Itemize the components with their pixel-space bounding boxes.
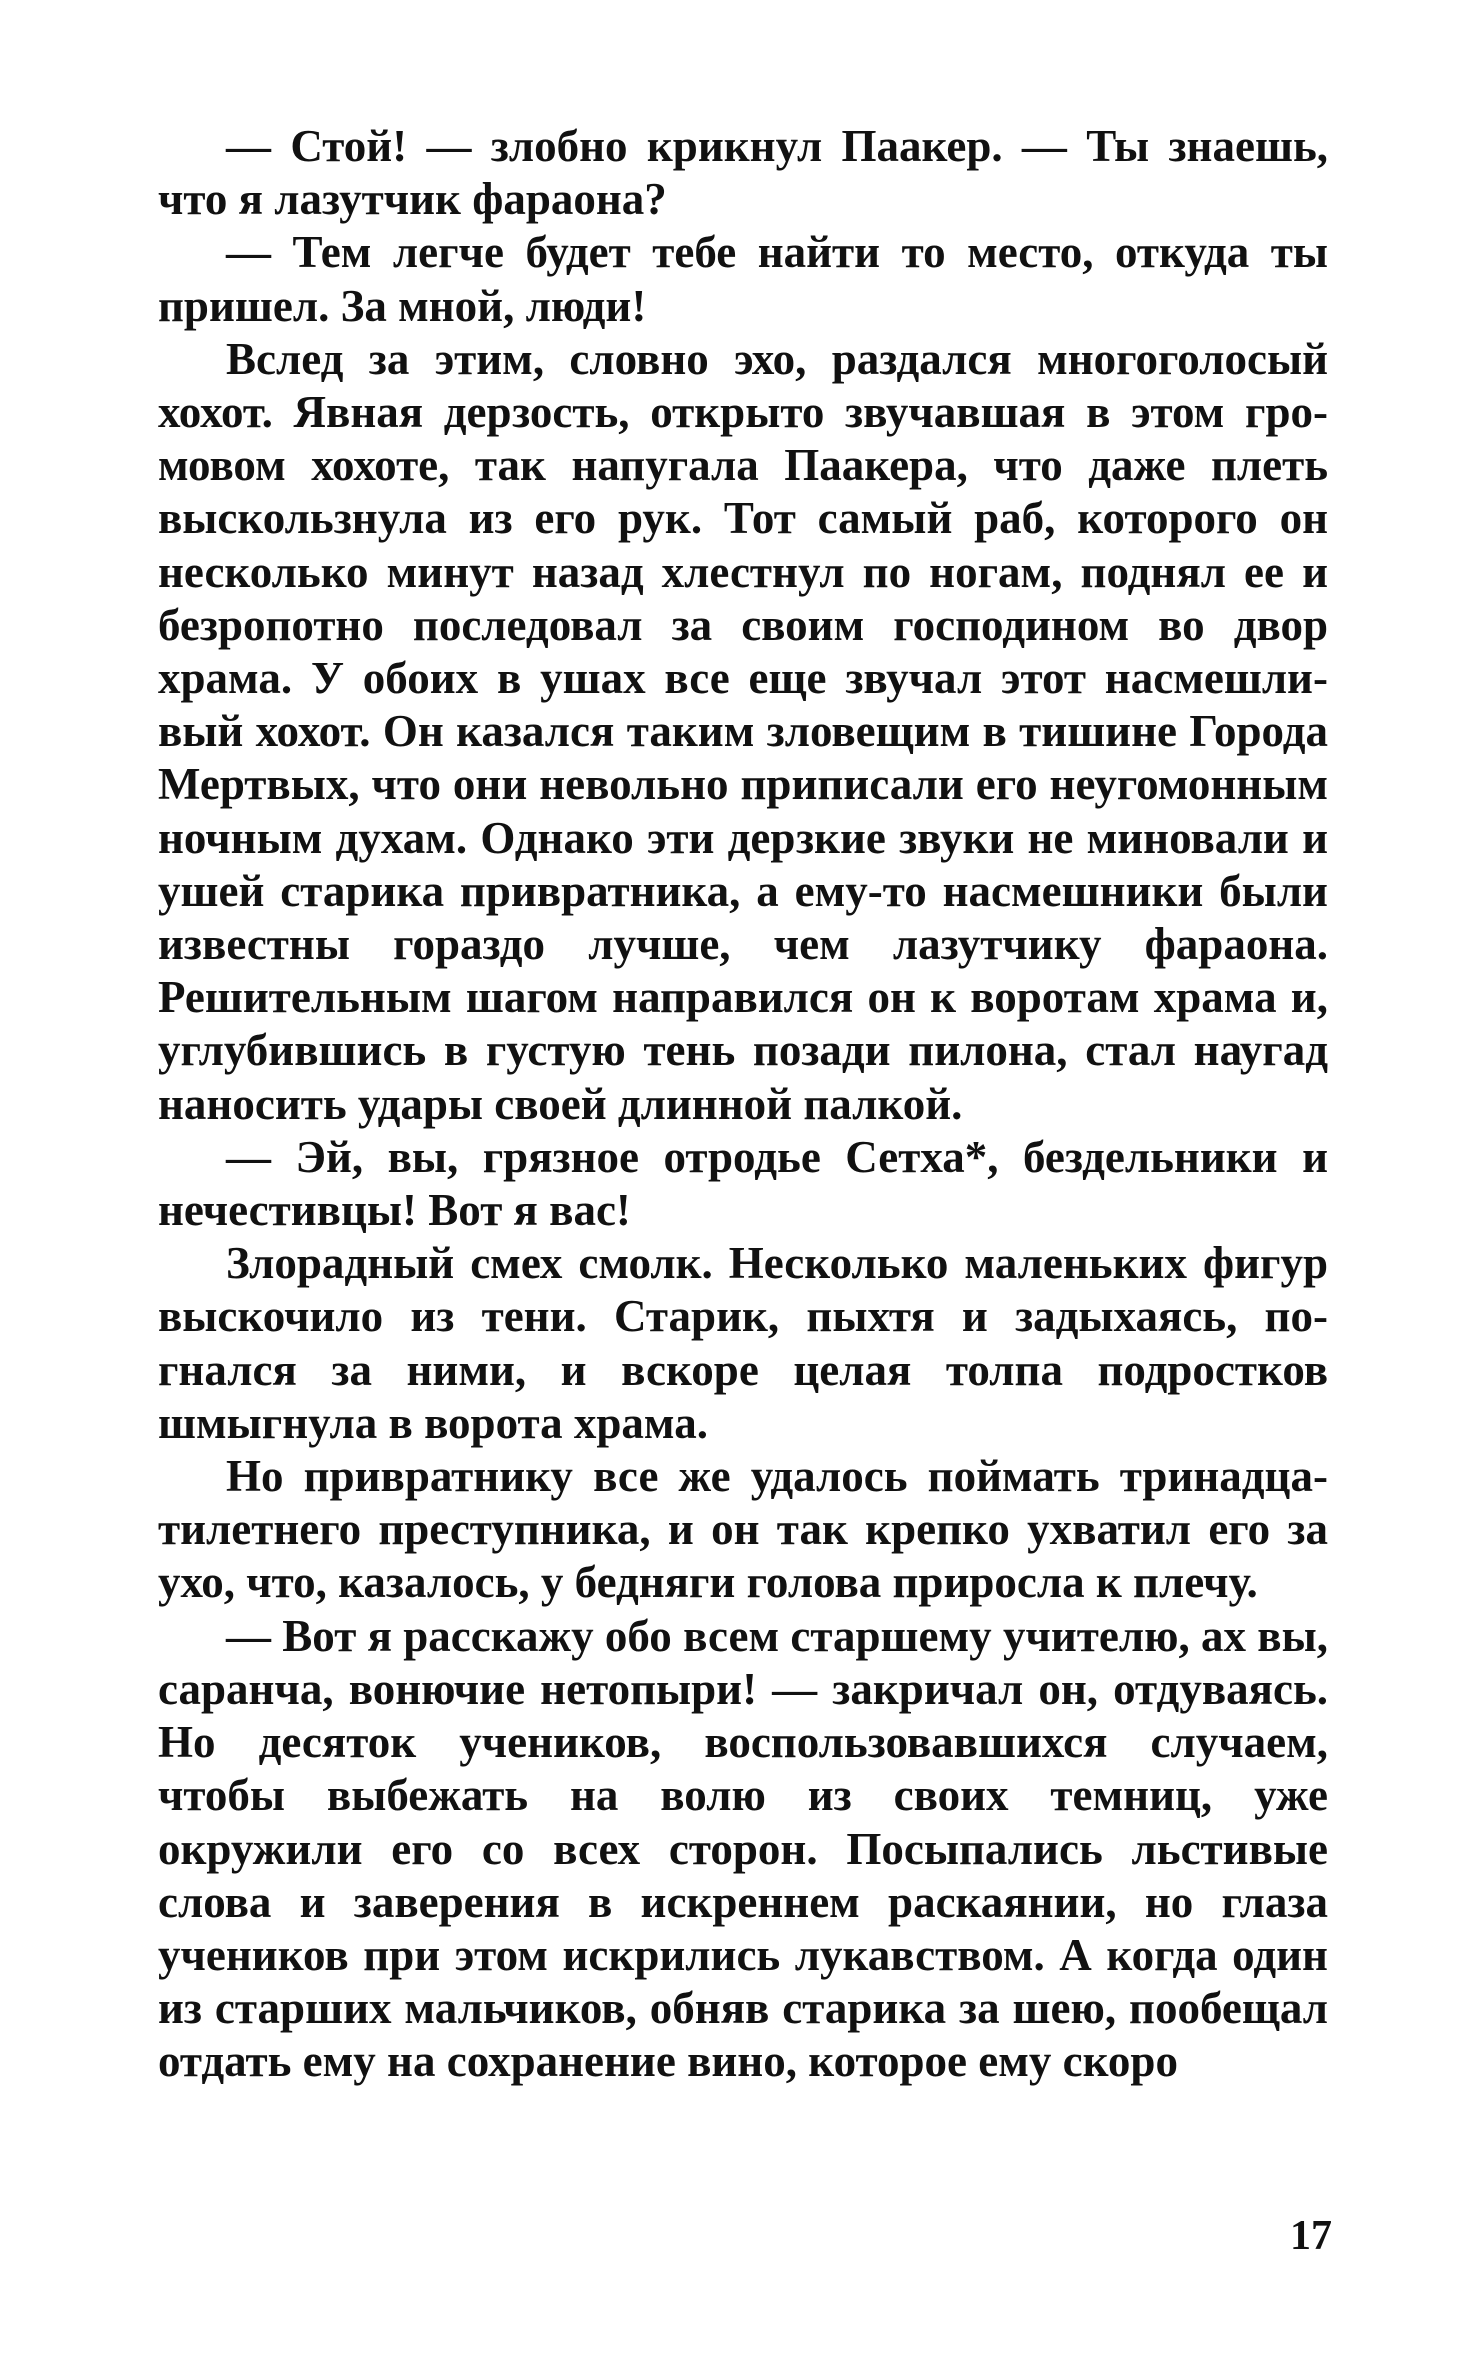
paragraph-5: Злорадный смех смолк. Несколько маленьких фигур выскочило из тени. Старик, пыхтя и задыхаясь, погнался за ними, и вскоре целая толпа подростков шмыгнула в ворота храма. xyxy=(158,1238,1328,1448)
paragraph-1: — Стой! — злобно крикнул Паакер. — Ты знаешь, что я лазутчик фараона? xyxy=(158,121,1328,225)
paragraph-6: Но привратнику все же удалось поймать тринадцатилетнего преступника, и он так крепко ухватил его за ухо, что, казалось, у бедняги голова приросла к плечу. xyxy=(158,1451,1328,1608)
page-body xyxy=(158,120,1328,2089)
paragraph-2: — Тем легче будет тебе найти то место, откуда ты пришел. За мной, люди! xyxy=(158,227,1328,331)
page-number: 17 xyxy=(1290,2213,1332,2259)
paragraph-7: — Вот я расскажу обо всем старшему учителю, ах вы, саранча, вонючие нетопыри! — закричал он, отдуваясь. Но десяток учеников, воспользовавшихся случаем, чтобы выбежать на волю из своих темниц, уже окружили его со всех сторон. Посыпались льстивые слова и заверения в искреннем раскаянии, но глаза учеников при этом искрились лукавством. А когда один из старших мальчиков, обняв старика за шею, пообещал отдать ему на сохранение вино, которое ему скоро xyxy=(158,1610,1328,2087)
paragraph-4: — Эй, вы, грязное отродье Сетха*, бездельники и нечестивцы! Вот я вас! xyxy=(158,1131,1328,1236)
paragraph-3: Вслед за этим, словно эхо, раздался многоголосый хохот. Явная дерзость, открыто звучавшая в этом громовом хохоте, так напугала Паакера, что даже плеть выскользнула из его рук. Тот самый раб, которого он несколько минут назад хлестнул по ногам, поднял ее и безропотно последовал за своим господином во двор храма. У обоих в ушах все еще звучал этот насмешливый хохот. Он казался таким зловещим в тишине Города Мертвых, что они невольно приписали его неугомонным ночным духам. Однако эти дерзкие звуки не миновали и ушей старика привратника, а ему-то насмешники были известны гораздо лучше, чем лазутчику фараона. Решительным шагом направился он к воротам храма и, углубившись в густую тень позади пилона, стал наугад наносить удары своей длинной палкой. xyxy=(158,333,1328,1129)
